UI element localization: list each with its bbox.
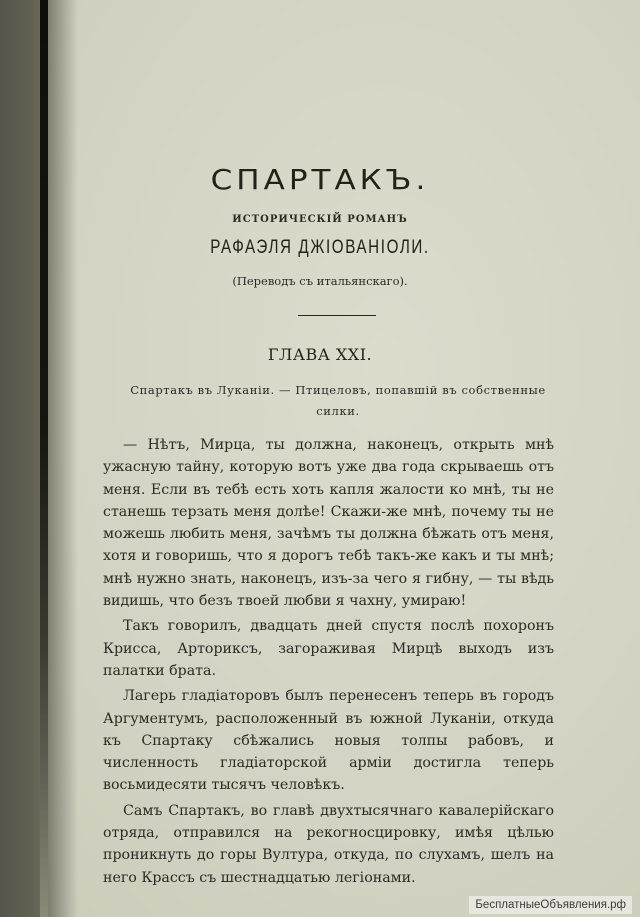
chapter-body — [103, 434, 554, 892]
paragraph: Самъ Спартакъ, во главѣ двухтысячнаго кавалерійскаго отряда, отправился на рекогносцировку, имѣя цѣлью проникнуть до горы Вултура, откуда, по слухамъ, шелъ на него Крассъ съ шестнадцатью легіонами. — [103, 802, 554, 886]
paragraph: Лагерь гладіаторовъ былъ перенесенъ теперь въ городъ Аргументумъ, расположенный въ южной Луканіи, откуда къ Спартаку сбѣжались новыя толпы рабовъ, и численность гладіаторской арміи достигла теперь восьмидесяти тысячъ человѣкъ. — [103, 688, 554, 794]
book-spine — [40, 0, 48, 917]
book-title: СПАРТАКЪ. — [210, 163, 430, 197]
translation-note: (Переводъ съ итальянскаго). — [232, 274, 408, 288]
paragraph: Такъ говорилъ, двадцать дней спустя послѣ похоронъ Крисса, Арториксъ, загораживая Мирцѣ выходъ изъ палатки брата. — [103, 618, 554, 679]
facing-page-edge — [0, 0, 42, 917]
book-author: РАФАЭЛЯ ДЖІОВАНІОЛИ. — [210, 237, 430, 258]
chapter-summary: Спартакъ въ Луканіи. — Птицеловъ, попавшій въ собственные силки. — [130, 383, 546, 418]
divider-rule — [298, 315, 376, 316]
spine-shadow — [48, 0, 78, 917]
watermark: БесплатныеОбъявления.рф — [469, 896, 632, 914]
book-subtitle: ИСТОРИЧЕСКІЙ РОМАНЪ — [232, 214, 408, 225]
paragraph: — Нѣтъ, Мирца, ты должна, наконецъ, открыть мнѣ ужасную тайну, которую вотъ уже два года скрываешь отъ меня. Если въ тебѣ есть хоть капля жалости ко мнѣ, ты не станешь терзать меня долѣе! Скажи-же мнѣ, почему ты не можешь любить меня, зачѣмъ ты должна бѣжать отъ меня, хотя и говоришь, что я дорогъ тебѣ такъ-же какъ и ты мнѣ; мнѣ нужно знать, наконецъ, изъ-за чего я гибну, — ты вѣдь видишь, что безъ твоей любви я чахну, умираю! — [103, 437, 554, 610]
chapter-heading: ГЛАВА XXI. — [267, 345, 373, 364]
